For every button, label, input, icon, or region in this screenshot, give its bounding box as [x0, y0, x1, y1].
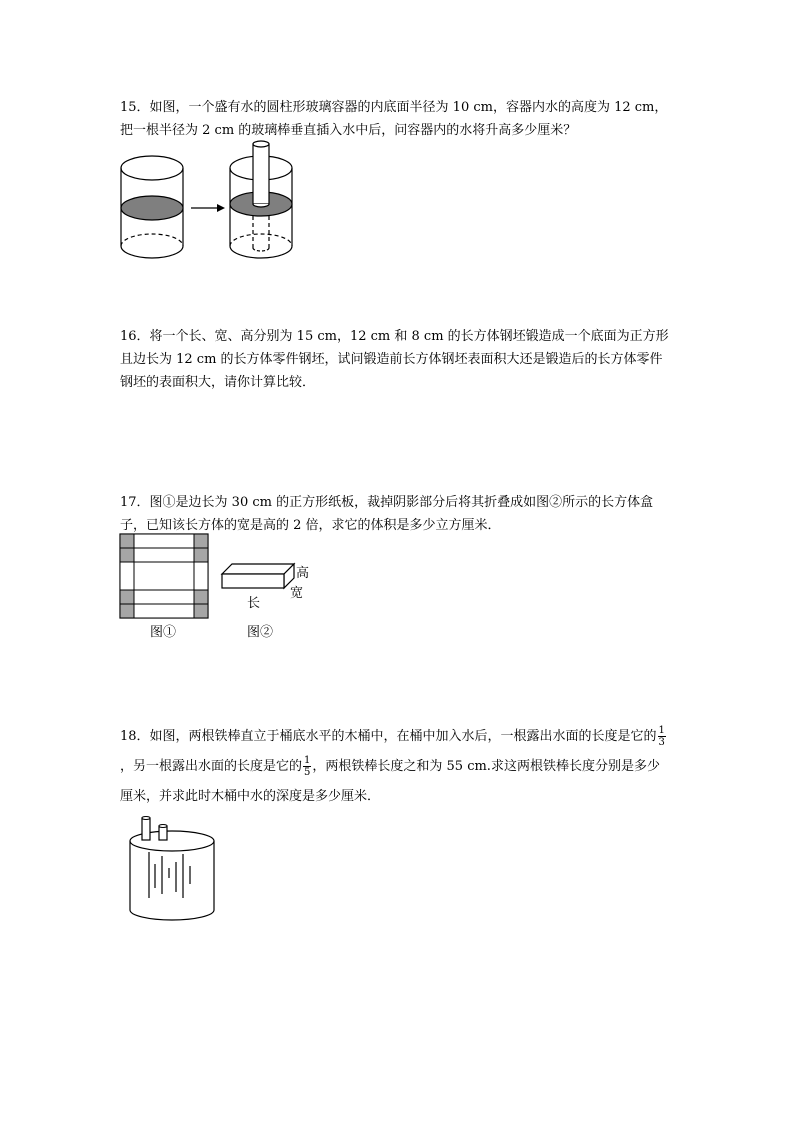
question-17	[120, 491, 670, 537]
square-board-figure-1	[120, 534, 208, 618]
fraction-one-third-numerator: 1	[658, 725, 665, 736]
cuboid-figure-2	[222, 564, 294, 588]
question-15	[120, 96, 670, 142]
label-width: 宽	[290, 586, 304, 601]
question-18-text	[120, 722, 670, 812]
bucket-diagram	[124, 814, 220, 924]
fraction-one-third-denominator: 3	[658, 737, 665, 748]
iron-rod-2	[159, 826, 167, 840]
box-net-diagram	[118, 532, 318, 642]
fraction-one-fifth-numerator: 1	[304, 755, 311, 766]
label-height: 高	[296, 566, 310, 581]
fraction-one-fifth-denominator: 5	[304, 767, 311, 778]
question-16	[120, 325, 670, 394]
cylinder-diagram	[115, 138, 305, 262]
question-18	[120, 722, 670, 812]
label-length: 长	[247, 596, 261, 611]
figure-1-caption: 图①	[150, 625, 177, 640]
question-17-text: 17．图①是边长为 30 cm 的正方形纸板，裁掉阴影部分后将其折叠成如图②所示的长方体盒子，已知该长方体的宽是高的 2 倍，求它的体积是多少立方厘米．	[120, 495, 654, 533]
question-18-text-b: ，另一根露出水面的长度是它的	[120, 759, 303, 774]
question-18-text-a: 18．如图，两根铁棒直立于桶底水平的木桶中，在桶中加入水后，一根露出水面的长度是它的	[120, 729, 657, 744]
question-15-figure	[115, 138, 305, 266]
fraction-one-fifth	[303, 755, 311, 778]
question-18-figure	[124, 814, 220, 928]
iron-rod-1	[142, 818, 150, 840]
figure-2-caption: 图②	[247, 625, 274, 640]
question-16-text: 16．将一个长、宽、高分别为 15 cm，12 cm 和 8 cm 的长方体钢坯锻造成一个底面为正方形且边长为 12 cm 的长方体零件钢坯，试问锻造前长方体钢坯表面积大还是锻造后的长方体零件钢坯的表面积大，请你计算比较．	[120, 329, 669, 390]
question-18-text-c: ，两根铁棒长度之和为 55 cm.求这两根铁棒长度分别是多少厘米，并求此时木桶中水的深度是多少厘米．	[120, 759, 660, 804]
fraction-one-third	[658, 725, 666, 748]
question-15-text: 15．如图，一个盛有水的圆柱形玻璃容器的内底面半径为 10 cm，容器内水的高度为 12 cm，把一根半径为 2 cm 的玻璃棒垂直插入水中后，问容器内的水将升高多少厘米？	[120, 100, 668, 138]
question-17-figure	[118, 532, 318, 646]
